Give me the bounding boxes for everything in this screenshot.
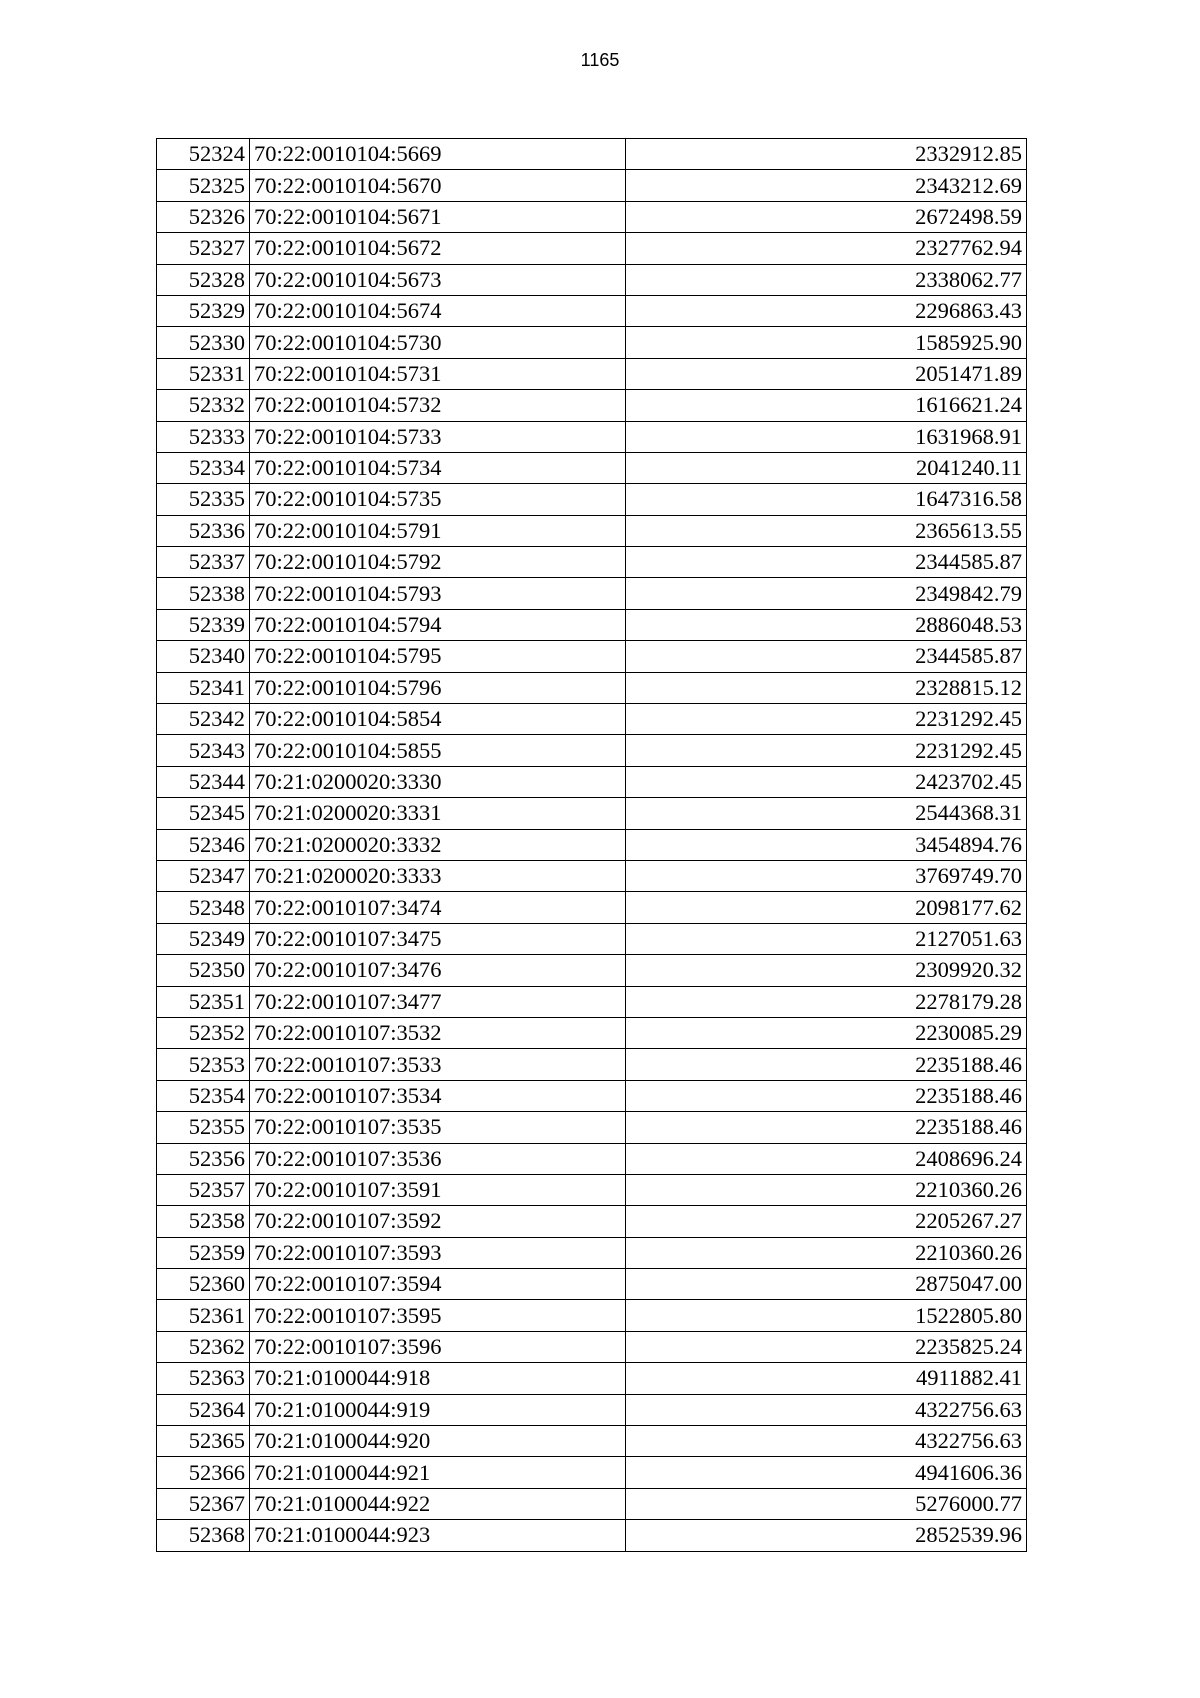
row-number-cell: 52359 (157, 1237, 250, 1268)
value-cell: 2235188.46 (626, 1080, 1027, 1111)
value-cell: 2672498.59 (626, 201, 1027, 232)
row-number-cell: 52367 (157, 1488, 250, 1519)
value-cell: 2235825.24 (626, 1331, 1027, 1362)
cadastral-number-cell: 70:21:0200020:3330 (250, 766, 626, 797)
cadastral-number-cell: 70:22:0010104:5792 (250, 547, 626, 578)
cadastral-number-cell: 70:22:0010104:5670 (250, 170, 626, 201)
table-row (157, 327, 1027, 358)
value-cell: 2051471.89 (626, 358, 1027, 389)
value-cell: 2296863.43 (626, 295, 1027, 326)
row-number-cell: 52328 (157, 264, 250, 295)
cadastral-number-cell: 70:22:0010104:5669 (250, 139, 626, 170)
value-cell: 2344585.87 (626, 547, 1027, 578)
value-cell: 2852539.96 (626, 1520, 1027, 1551)
row-number-cell: 52344 (157, 766, 250, 797)
row-number-cell: 52357 (157, 1174, 250, 1205)
row-number-cell: 52336 (157, 515, 250, 546)
value-cell: 1522805.80 (626, 1300, 1027, 1331)
value-cell: 4322756.63 (626, 1426, 1027, 1457)
table-row (157, 515, 1027, 546)
value-cell: 1631968.91 (626, 421, 1027, 452)
cadastral-number-cell: 70:22:0010104:5672 (250, 233, 626, 264)
table-row (157, 1488, 1027, 1519)
value-cell: 5276000.77 (626, 1488, 1027, 1519)
value-cell: 4941606.36 (626, 1457, 1027, 1488)
table-row (157, 798, 1027, 829)
table-row (157, 1394, 1027, 1425)
row-number-cell: 52364 (157, 1394, 250, 1425)
row-number-cell: 52324 (157, 139, 250, 170)
cadastral-number-cell: 70:22:0010107:3476 (250, 955, 626, 986)
table-row (157, 735, 1027, 766)
table-row (157, 672, 1027, 703)
row-number-cell: 52335 (157, 484, 250, 515)
table-row (157, 1174, 1027, 1205)
row-number-cell: 52338 (157, 578, 250, 609)
row-number-cell: 52355 (157, 1112, 250, 1143)
row-number-cell: 52333 (157, 421, 250, 452)
table-row (157, 264, 1027, 295)
cadastral-number-cell: 70:22:0010107:3533 (250, 1049, 626, 1080)
value-cell: 1647316.58 (626, 484, 1027, 515)
table-row (157, 1457, 1027, 1488)
cadastral-number-cell: 70:22:0010104:5795 (250, 641, 626, 672)
table-row (157, 421, 1027, 452)
cadastral-number-cell: 70:22:0010107:3593 (250, 1237, 626, 1268)
value-cell: 2231292.45 (626, 704, 1027, 735)
value-cell: 2235188.46 (626, 1112, 1027, 1143)
value-cell: 2423702.45 (626, 766, 1027, 797)
cadastral-number-cell: 70:22:0010107:3534 (250, 1080, 626, 1111)
cadastral-number-cell: 70:22:0010107:3535 (250, 1112, 626, 1143)
cadastral-number-cell: 70:22:0010104:5793 (250, 578, 626, 609)
value-cell: 2098177.62 (626, 892, 1027, 923)
table-row (157, 1049, 1027, 1080)
cadastral-number-cell: 70:21:0100044:918 (250, 1363, 626, 1394)
table-row (157, 1300, 1027, 1331)
value-cell: 2886048.53 (626, 609, 1027, 640)
cadastral-number-cell: 70:22:0010107:3475 (250, 923, 626, 954)
cadastral-number-cell: 70:22:0010107:3536 (250, 1143, 626, 1174)
table-row (157, 484, 1027, 515)
table-row (157, 860, 1027, 891)
table-row (157, 1080, 1027, 1111)
value-cell: 2349842.79 (626, 578, 1027, 609)
cadastral-number-cell: 70:22:0010107:3474 (250, 892, 626, 923)
value-cell: 2309920.32 (626, 955, 1027, 986)
cadastral-number-cell: 70:22:0010107:3596 (250, 1331, 626, 1362)
value-cell: 2344585.87 (626, 641, 1027, 672)
table-row (157, 1206, 1027, 1237)
table-row (157, 1017, 1027, 1048)
row-number-cell: 52362 (157, 1331, 250, 1362)
value-cell: 2408696.24 (626, 1143, 1027, 1174)
row-number-cell: 52361 (157, 1300, 250, 1331)
table-row (157, 1269, 1027, 1300)
cadastral-number-cell: 70:21:0100044:923 (250, 1520, 626, 1551)
table-row (157, 547, 1027, 578)
table-row (157, 766, 1027, 797)
cadastral-number-cell: 70:21:0100044:920 (250, 1426, 626, 1457)
row-number-cell: 52350 (157, 955, 250, 986)
cadastral-number-cell: 70:22:0010107:3595 (250, 1300, 626, 1331)
value-cell: 2231292.45 (626, 735, 1027, 766)
cadastral-number-cell: 70:22:0010104:5673 (250, 264, 626, 295)
row-number-cell: 52353 (157, 1049, 250, 1080)
value-cell: 2205267.27 (626, 1206, 1027, 1237)
table-row (157, 170, 1027, 201)
row-number-cell: 52334 (157, 452, 250, 483)
row-number-cell: 52363 (157, 1363, 250, 1394)
page-number: 1165 (580, 50, 620, 70)
cadastral-number-cell: 70:22:0010104:5671 (250, 201, 626, 232)
cadastral-number-cell: 70:22:0010104:5733 (250, 421, 626, 452)
cadastral-number-cell: 70:22:0010107:3594 (250, 1269, 626, 1300)
cadastral-number-cell: 70:22:0010104:5854 (250, 704, 626, 735)
cadastral-number-cell: 70:21:0100044:922 (250, 1488, 626, 1519)
table-row (157, 1331, 1027, 1362)
row-number-cell: 52356 (157, 1143, 250, 1174)
value-cell: 2210360.26 (626, 1237, 1027, 1268)
cadastral-number-cell: 70:22:0010104:5796 (250, 672, 626, 703)
row-number-cell: 52347 (157, 860, 250, 891)
table-row (157, 704, 1027, 735)
row-number-cell: 52345 (157, 798, 250, 829)
value-cell: 2338062.77 (626, 264, 1027, 295)
cadastral-number-cell: 70:22:0010107:3592 (250, 1206, 626, 1237)
row-number-cell: 52327 (157, 233, 250, 264)
row-number-cell: 52358 (157, 1206, 250, 1237)
table-row (157, 986, 1027, 1017)
table-row (157, 829, 1027, 860)
row-number-cell: 52332 (157, 390, 250, 421)
value-cell: 2127051.63 (626, 923, 1027, 954)
table-row (157, 390, 1027, 421)
value-cell: 3454894.76 (626, 829, 1027, 860)
row-number-cell: 52340 (157, 641, 250, 672)
cadastral-number-cell: 70:21:0100044:921 (250, 1457, 626, 1488)
cadastral-number-cell: 70:22:0010104:5732 (250, 390, 626, 421)
table-row (157, 1112, 1027, 1143)
row-number-cell: 52349 (157, 923, 250, 954)
row-number-cell: 52354 (157, 1080, 250, 1111)
value-cell: 2327762.94 (626, 233, 1027, 264)
value-cell: 2875047.00 (626, 1269, 1027, 1300)
row-number-cell: 52343 (157, 735, 250, 766)
table-row (157, 641, 1027, 672)
data-table (156, 138, 1027, 1552)
value-cell: 2544368.31 (626, 798, 1027, 829)
row-number-cell: 52346 (157, 829, 250, 860)
row-number-cell: 52329 (157, 295, 250, 326)
value-cell: 2230085.29 (626, 1017, 1027, 1048)
row-number-cell: 52330 (157, 327, 250, 358)
table-row (157, 452, 1027, 483)
table-row (157, 233, 1027, 264)
row-number-cell: 52339 (157, 609, 250, 640)
value-cell: 1616621.24 (626, 390, 1027, 421)
cadastral-number-cell: 70:22:0010104:5855 (250, 735, 626, 766)
value-cell: 2343212.69 (626, 170, 1027, 201)
row-number-cell: 52360 (157, 1269, 250, 1300)
value-cell: 3769749.70 (626, 860, 1027, 891)
value-cell: 2328815.12 (626, 672, 1027, 703)
row-number-cell: 52348 (157, 892, 250, 923)
cadastral-number-cell: 70:21:0200020:3332 (250, 829, 626, 860)
cadastral-number-cell: 70:22:0010104:5791 (250, 515, 626, 546)
cadastral-number-cell: 70:22:0010104:5731 (250, 358, 626, 389)
row-number-cell: 52351 (157, 986, 250, 1017)
cadastral-number-cell: 70:22:0010104:5674 (250, 295, 626, 326)
cadastral-number-cell: 70:22:0010104:5735 (250, 484, 626, 515)
table-row (157, 358, 1027, 389)
table-row (157, 609, 1027, 640)
table-row (157, 1237, 1027, 1268)
table-row (157, 1520, 1027, 1551)
table-row (157, 892, 1027, 923)
row-number-cell: 52325 (157, 170, 250, 201)
row-number-cell: 52331 (157, 358, 250, 389)
cadastral-number-cell: 70:22:0010104:5730 (250, 327, 626, 358)
cadastral-number-cell: 70:22:0010104:5734 (250, 452, 626, 483)
table-row (157, 1426, 1027, 1457)
value-cell: 4911882.41 (626, 1363, 1027, 1394)
value-cell: 1585925.90 (626, 327, 1027, 358)
value-cell: 4322756.63 (626, 1394, 1027, 1425)
row-number-cell: 52326 (157, 201, 250, 232)
cadastral-number-cell: 70:21:0200020:3331 (250, 798, 626, 829)
row-number-cell: 52365 (157, 1426, 250, 1457)
table-row (157, 201, 1027, 232)
table-row (157, 139, 1027, 170)
row-number-cell: 52337 (157, 547, 250, 578)
value-cell: 2235188.46 (626, 1049, 1027, 1080)
row-number-cell: 52352 (157, 1017, 250, 1048)
cadastral-number-cell: 70:21:0200020:3333 (250, 860, 626, 891)
row-number-cell: 52368 (157, 1520, 250, 1551)
table-row (157, 578, 1027, 609)
table-row (157, 955, 1027, 986)
table-body (157, 139, 1027, 1552)
cadastral-number-cell: 70:22:0010107:3591 (250, 1174, 626, 1205)
table-row (157, 1143, 1027, 1174)
cadastral-number-cell: 70:22:0010107:3532 (250, 1017, 626, 1048)
row-number-cell: 52341 (157, 672, 250, 703)
value-cell: 2332912.85 (626, 139, 1027, 170)
value-cell: 2210360.26 (626, 1174, 1027, 1205)
table-row (157, 1363, 1027, 1394)
table-row (157, 295, 1027, 326)
row-number-cell: 52342 (157, 704, 250, 735)
cadastral-number-cell: 70:22:0010107:3477 (250, 986, 626, 1017)
cadastral-number-cell: 70:21:0100044:919 (250, 1394, 626, 1425)
row-number-cell: 52366 (157, 1457, 250, 1488)
table-row (157, 923, 1027, 954)
cadastral-number-cell: 70:22:0010104:5794 (250, 609, 626, 640)
value-cell: 2041240.11 (626, 452, 1027, 483)
value-cell: 2278179.28 (626, 986, 1027, 1017)
value-cell: 2365613.55 (626, 515, 1027, 546)
